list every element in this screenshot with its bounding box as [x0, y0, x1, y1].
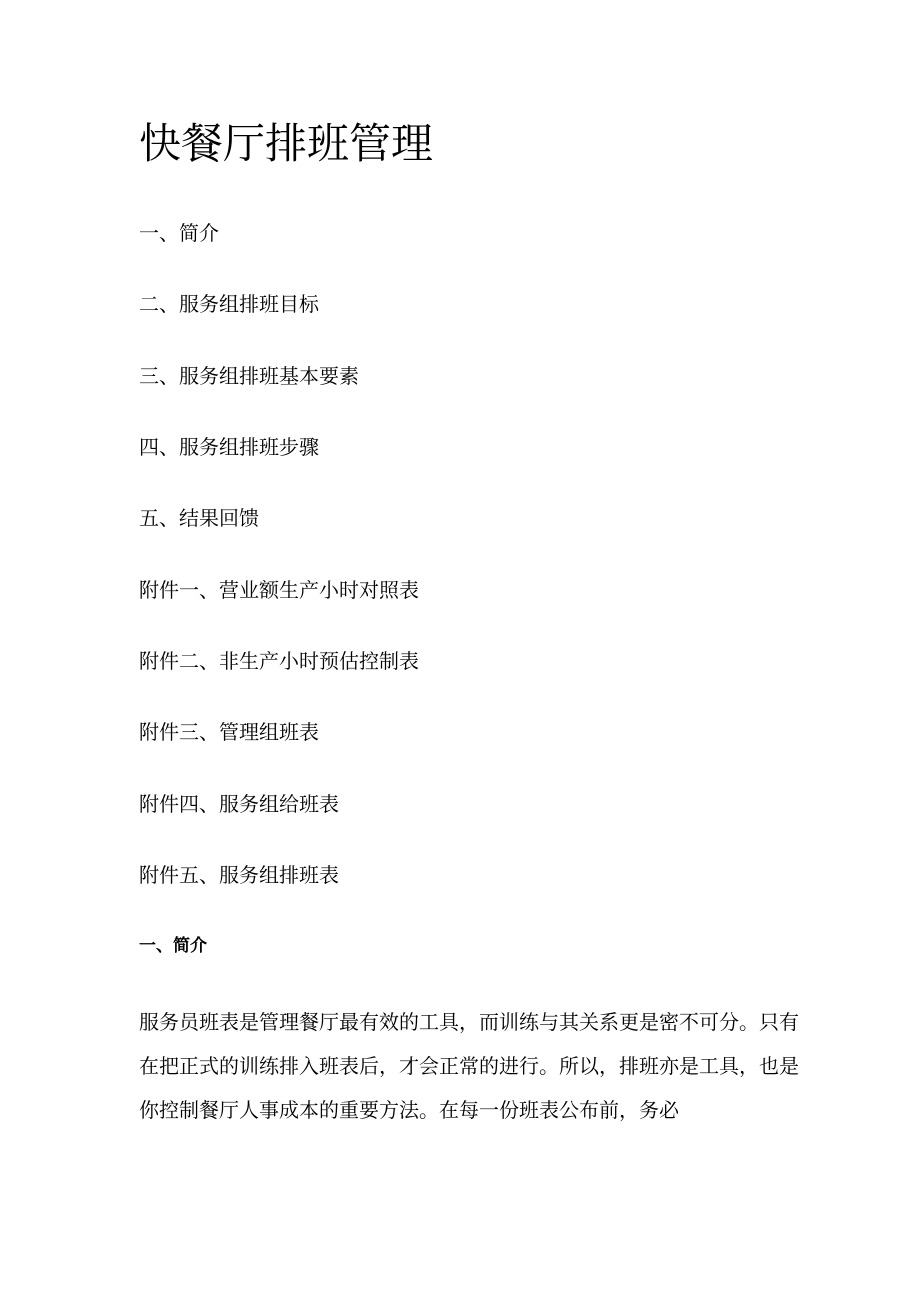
document-title: 快餐厅排班管理	[139, 119, 434, 168]
toc-item-appendix-3: 附件三、管理组班表	[139, 720, 319, 744]
toc-item-appendix-2: 附件二、非生产小时预估控制表	[139, 649, 419, 673]
toc-item-appendix-5: 附件五、服务组排班表	[139, 863, 339, 887]
toc-item-appendix-1: 附件一、营业额生产小时对照表	[139, 578, 419, 602]
toc-item-introduction: 一、简介	[139, 221, 219, 245]
toc-item-scheduling-steps: 四、服务组排班步骤	[139, 435, 319, 459]
toc-item-scheduling-goals: 二、服务组排班目标	[139, 292, 319, 316]
toc-item-basic-elements: 三、服务组排班基本要素	[139, 364, 359, 388]
section-heading-introduction: 一、简介	[139, 936, 207, 956]
body-paragraph: 服务员班表是管理餐厅最有效的工具，而训练与其关系更是密不可分。只有在把正式的训练排入班表后，才会正常的进行。所以，排班亦是工具，也是你控制餐厅人事成本的重要方法。在每一份班表公布前，务必	[139, 1010, 799, 1122]
toc-item-appendix-4: 附件四、服务组给班表	[139, 792, 339, 816]
toc-item-feedback: 五、结果回馈	[139, 506, 259, 530]
